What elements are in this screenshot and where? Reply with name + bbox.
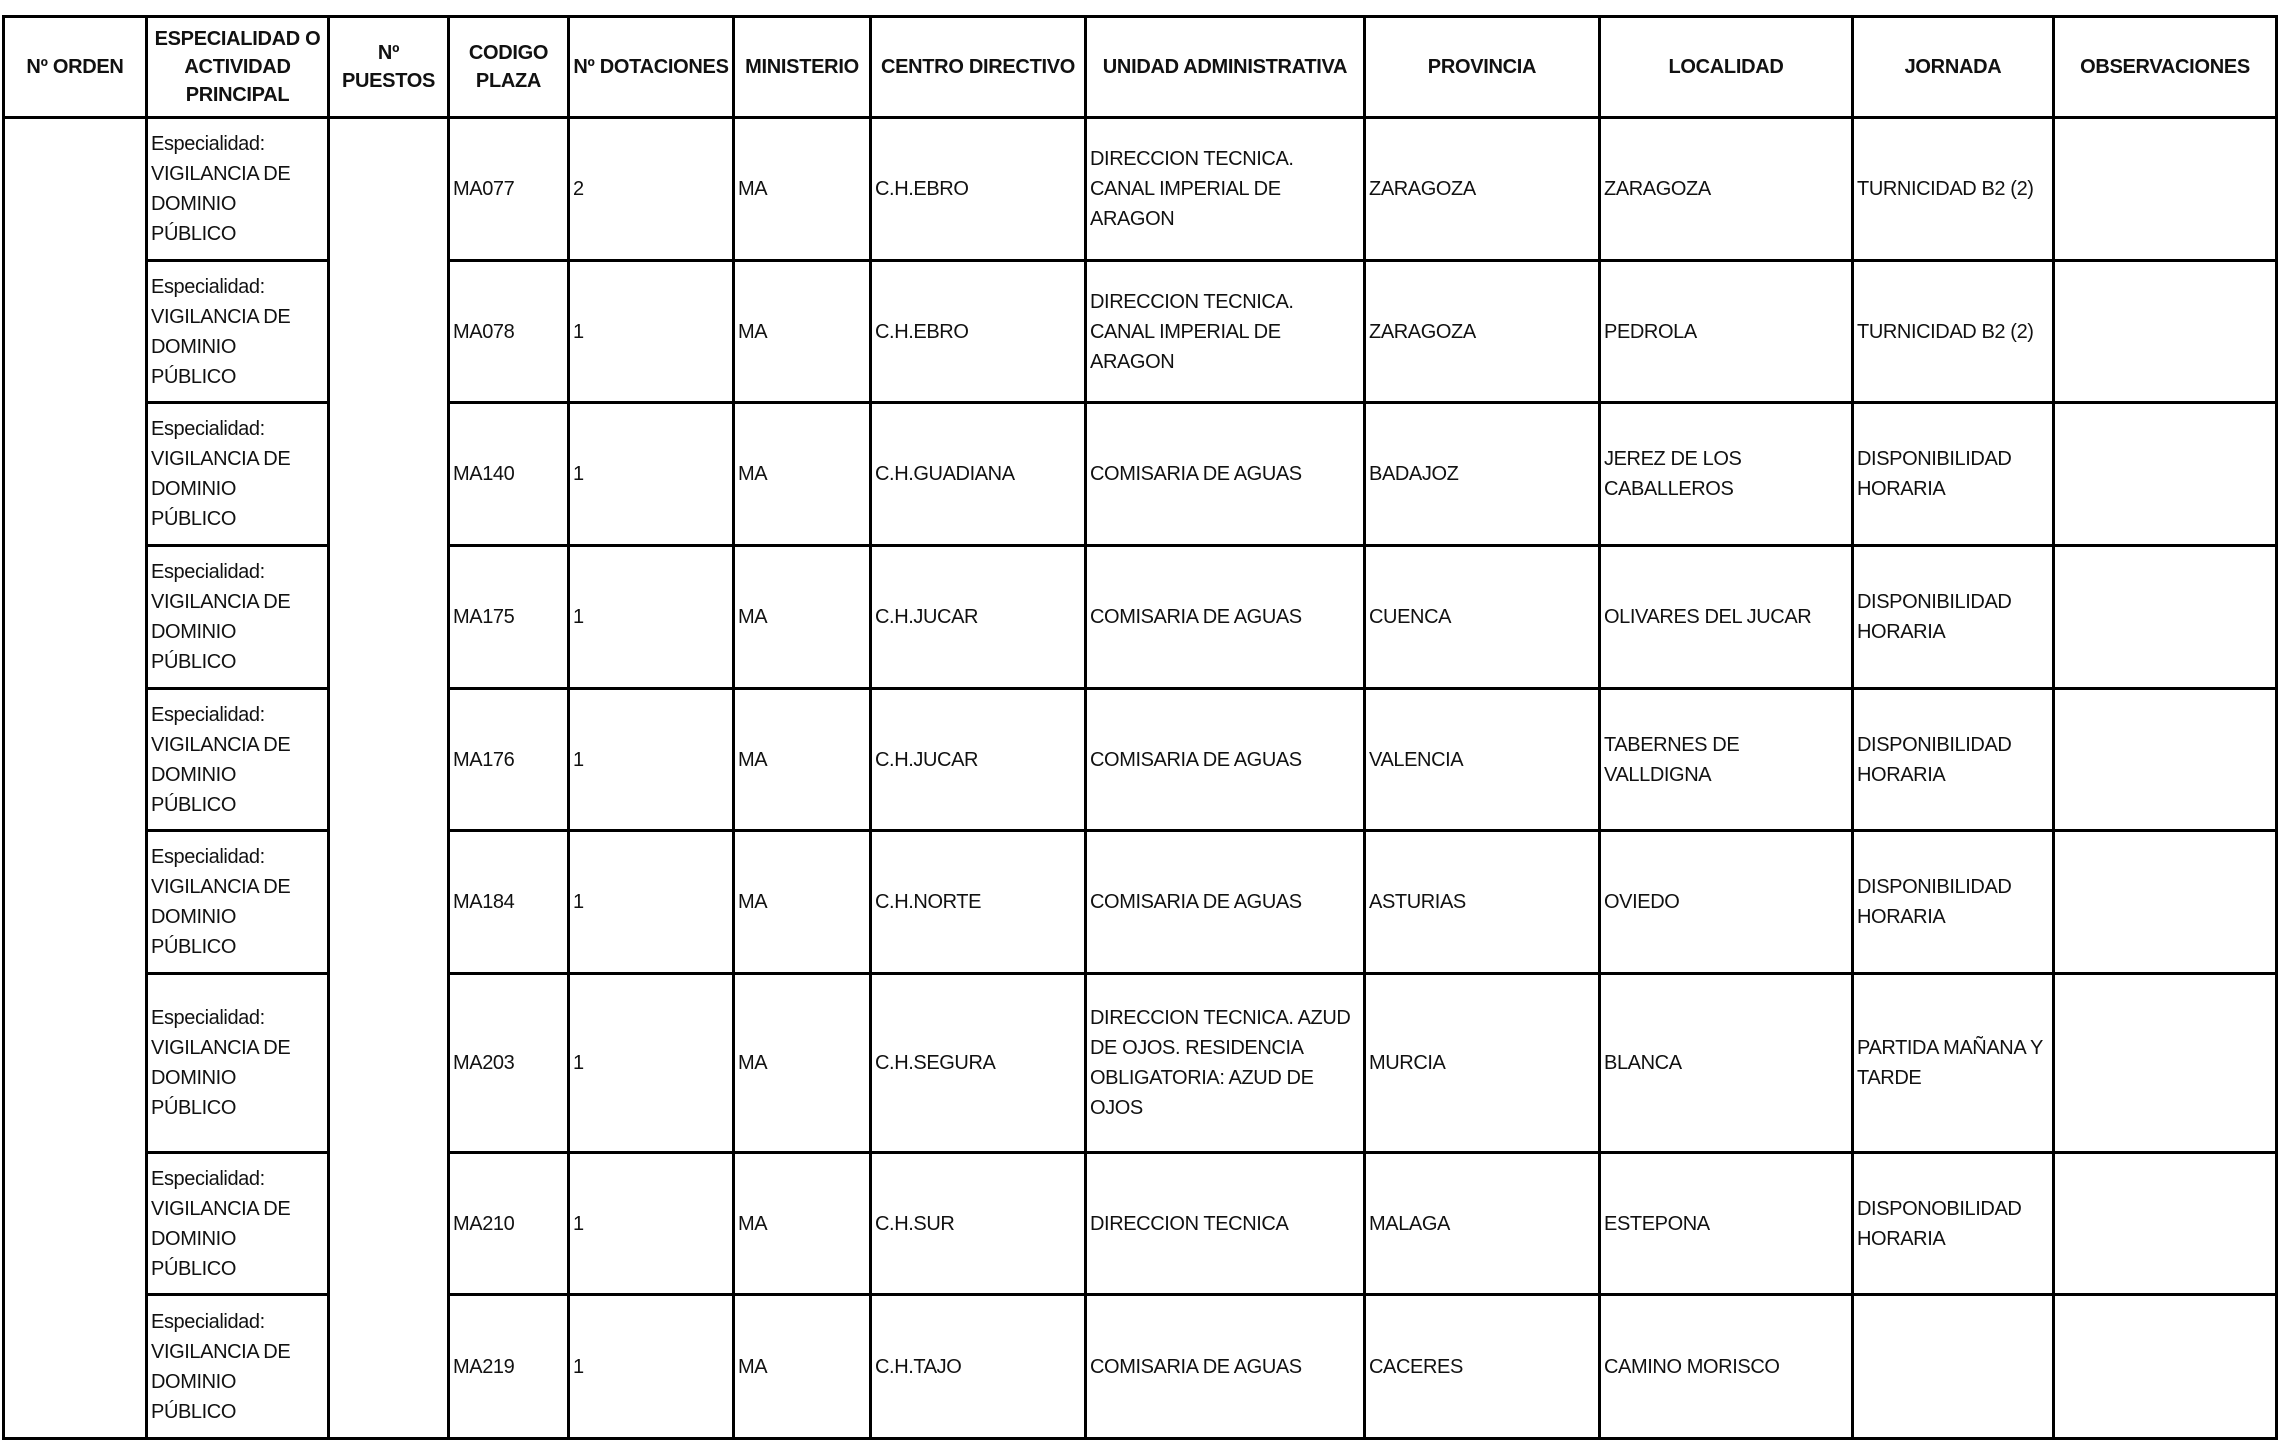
- ministerio-cell: [734, 261, 871, 403]
- provincia-cell-text: CUENCA: [1369, 606, 1452, 628]
- provincia-cell: [1365, 261, 1600, 403]
- codigo-plaza-cell-text: MA140: [453, 463, 515, 485]
- unidad-administrativa-cell: [1086, 1295, 1365, 1439]
- codigo-plaza-cell: [449, 974, 569, 1153]
- codigo-plaza-cell-text: MA203: [453, 1052, 515, 1074]
- unidad-administrativa-cell: [1086, 831, 1365, 974]
- header-puestos: Nº PUESTOS: [329, 17, 449, 118]
- localidad-cell: [1600, 118, 1853, 261]
- provincia-cell: [1365, 689, 1600, 831]
- especialidad-cell: [147, 118, 329, 261]
- header-provincia: PROVINCIA: [1365, 17, 1600, 118]
- dotaciones-cell-text: 1: [573, 463, 584, 485]
- localidad-cell: [1600, 974, 1853, 1153]
- codigo-plaza-cell: [449, 1153, 569, 1295]
- dotaciones-cell: [569, 546, 734, 689]
- jornada-cell: [1853, 689, 2054, 831]
- jornada-cell: [1853, 1153, 2054, 1295]
- dotaciones-cell-text: 1: [573, 1212, 584, 1235]
- centro-directivo-cell: [871, 1153, 1086, 1295]
- provincia-cell-text: MALAGA: [1369, 1212, 1450, 1235]
- especialidad-cell: [147, 1153, 329, 1295]
- jornada-cell-text: DISPONIBILIDAD HORARIA: [1857, 876, 2012, 928]
- header-unidad-administrativa: UNIDAD ADMINISTRATIVA: [1086, 17, 1365, 118]
- especialidad-cell: [147, 546, 329, 689]
- ministerio-cell: [734, 118, 871, 261]
- ministerio-cell: [734, 1153, 871, 1295]
- ministerio-cell: [734, 689, 871, 831]
- centro-directivo-cell-text: C.H.EBRO: [875, 178, 969, 200]
- ministerio-cell-text: MA: [738, 891, 768, 913]
- ministerio-cell-text: MA: [738, 178, 768, 200]
- provincia-cell: [1365, 1295, 1600, 1439]
- codigo-plaza-cell: [449, 403, 569, 546]
- header-codigo-plaza: CODIGO PLAZA: [449, 17, 569, 118]
- especialidad-cell: [147, 974, 329, 1153]
- centro-directivo-cell-text: C.H.GUADIANA: [875, 463, 1015, 485]
- dotaciones-cell: [569, 118, 734, 261]
- jornada-cell-text: DISPONOBILIDAD HORARIA: [1857, 1197, 2022, 1250]
- ministerio-cell-text: MA: [738, 1052, 768, 1074]
- especialidad-cell: [147, 689, 329, 831]
- localidad-cell-text: OVIEDO: [1604, 891, 1680, 913]
- ministerio-cell: [734, 1295, 871, 1439]
- especialidad-cell-text: Especialidad: VIGILANCIA DE DOMINIO PÚBLICO: [151, 275, 291, 388]
- centro-directivo-cell-text: C.H.JUCAR: [875, 748, 979, 771]
- centro-directivo-cell: [871, 1295, 1086, 1439]
- ministerio-cell: [734, 546, 871, 689]
- localidad-cell: [1600, 546, 1853, 689]
- centro-directivo-cell-text: C.H.JUCAR: [875, 606, 979, 628]
- dotaciones-cell-text: 1: [573, 891, 584, 913]
- jornada-cell: [1853, 974, 2054, 1153]
- provincia-cell-text: CACERES: [1369, 1355, 1463, 1378]
- unidad-administrativa-cell-text: DIRECCION TECNICA. CANAL IMPERIAL DE ARAGON: [1090, 148, 1294, 230]
- header-dotaciones: Nº DOTACIONES: [569, 17, 734, 118]
- codigo-plaza-cell: [449, 831, 569, 974]
- jornada-cell: [1853, 118, 2054, 261]
- codigo-plaza-cell: [449, 261, 569, 403]
- localidad-cell: [1600, 1153, 1853, 1295]
- header-especialidad: ESPECIALIDAD O ACTIVIDAD PRINCIPAL: [147, 17, 329, 118]
- unidad-administrativa-cell: [1086, 118, 1365, 261]
- especialidad-cell: [147, 403, 329, 546]
- dotaciones-cell: [569, 1295, 734, 1439]
- unidad-administrativa-cell-text: COMISARIA DE AGUAS: [1090, 463, 1302, 485]
- provincia-cell-text: ZARAGOZA: [1369, 320, 1476, 343]
- codigo-plaza-cell: [449, 689, 569, 831]
- localidad-cell-text: TABERNES DE VALLDIGNA: [1604, 733, 1740, 786]
- header-ministerio: MINISTERIO: [734, 17, 871, 118]
- localidad-cell-text: PEDROLA: [1604, 320, 1697, 343]
- dotaciones-cell-text: 1: [573, 1052, 584, 1074]
- unidad-administrativa-cell: [1086, 689, 1365, 831]
- especialidad-cell-text: Especialidad: VIGILANCIA DE DOMINIO PÚBLICO: [151, 1167, 291, 1280]
- dotaciones-cell: [569, 261, 734, 403]
- codigo-plaza-cell-text: MA184: [453, 891, 515, 913]
- localidad-cell: [1600, 1295, 1853, 1439]
- centro-directivo-cell-text: C.H.EBRO: [875, 320, 969, 343]
- observaciones-cell: [2054, 261, 2277, 403]
- jornada-cell: [1853, 546, 2054, 689]
- centro-directivo-cell-text: C.H.NORTE: [875, 891, 982, 913]
- dotaciones-cell: [569, 831, 734, 974]
- unidad-administrativa-cell-text: COMISARIA DE AGUAS: [1090, 748, 1302, 771]
- unidad-administrativa-cell-text: DIRECCION TECNICA: [1090, 1212, 1289, 1235]
- unidad-administrativa-cell-text: DIRECCION TECNICA. CANAL IMPERIAL DE ARAGON: [1090, 290, 1294, 373]
- codigo-plaza-cell: [449, 118, 569, 261]
- dotaciones-cell: [569, 1153, 734, 1295]
- jornada-cell-text: TURNICIDAD B2 (2): [1857, 178, 2034, 200]
- provincia-cell-text: BADAJOZ: [1369, 463, 1459, 485]
- dotaciones-cell: [569, 403, 734, 546]
- observaciones-cell: [2054, 1153, 2277, 1295]
- ministerio-cell-text: MA: [738, 606, 768, 628]
- header-centro-directivo: CENTRO DIRECTIVO: [871, 17, 1086, 118]
- localidad-cell-text: OLIVARES DEL JUCAR: [1604, 606, 1812, 628]
- provincia-cell-text: MURCIA: [1369, 1052, 1446, 1074]
- table-header: [4, 17, 2277, 118]
- dotaciones-cell: [569, 974, 734, 1153]
- centro-directivo-cell: [871, 831, 1086, 974]
- unidad-administrativa-cell: [1086, 546, 1365, 689]
- ministerio-cell-text: MA: [738, 320, 768, 343]
- centro-directivo-cell-text: C.H.TAJO: [875, 1355, 962, 1378]
- header-jornada: JORNADA: [1853, 17, 2054, 118]
- provincia-cell-text: ZARAGOZA: [1369, 178, 1476, 200]
- header-localidad: LOCALIDAD: [1600, 17, 1853, 118]
- localidad-cell-text: ESTEPONA: [1604, 1212, 1710, 1235]
- unidad-administrativa-cell-text: COMISARIA DE AGUAS: [1090, 1355, 1302, 1378]
- jornada-cell: [1853, 261, 2054, 403]
- centro-directivo-cell: [871, 974, 1086, 1153]
- codigo-plaza-cell-text: MA078: [453, 320, 515, 343]
- codigo-plaza-cell: [449, 546, 569, 689]
- localidad-cell-text: ZARAGOZA: [1604, 178, 1711, 200]
- jornada-cell-text: DISPONIBILIDAD HORARIA: [1857, 448, 2012, 500]
- provincia-cell: [1365, 118, 1600, 261]
- dotaciones-cell-text: 1: [573, 606, 584, 628]
- observaciones-cell: [2054, 403, 2277, 546]
- unidad-administrativa-cell: [1086, 403, 1365, 546]
- orden-cell: [4, 118, 147, 1439]
- ministerio-cell-text: MA: [738, 1355, 768, 1378]
- puestos-cell: [329, 118, 449, 1439]
- plazas-table: [2, 15, 2278, 1440]
- codigo-plaza-cell-text: MA176: [453, 748, 515, 771]
- especialidad-cell-text: Especialidad: VIGILANCIA DE DOMINIO PÚBLICO: [151, 703, 291, 816]
- dotaciones-cell-text: 2: [573, 178, 584, 200]
- provincia-cell: [1365, 1153, 1600, 1295]
- dotaciones-cell: [569, 689, 734, 831]
- unidad-administrativa-cell: [1086, 974, 1365, 1153]
- provincia-cell-text: VALENCIA: [1369, 748, 1464, 771]
- observaciones-cell: [2054, 1295, 2277, 1439]
- localidad-cell: [1600, 261, 1853, 403]
- ministerio-cell: [734, 831, 871, 974]
- especialidad-cell-text: Especialidad: VIGILANCIA DE DOMINIO PÚBLICO: [151, 133, 291, 245]
- centro-directivo-cell: [871, 546, 1086, 689]
- localidad-cell-text: BLANCA: [1604, 1052, 1682, 1074]
- observaciones-cell: [2054, 118, 2277, 261]
- centro-directivo-cell: [871, 261, 1086, 403]
- centro-directivo-cell: [871, 689, 1086, 831]
- unidad-administrativa-cell-text: COMISARIA DE AGUAS: [1090, 891, 1302, 913]
- especialidad-cell: [147, 261, 329, 403]
- especialidad-cell: [147, 1295, 329, 1439]
- table-row: [4, 118, 2277, 261]
- header-observaciones: OBSERVACIONES: [2054, 17, 2277, 118]
- jornada-cell: [1853, 831, 2054, 974]
- centro-directivo-cell-text: C.H.SEGURA: [875, 1052, 996, 1074]
- especialidad-cell-text: Especialidad: VIGILANCIA DE DOMINIO PÚBLICO: [151, 561, 291, 673]
- codigo-plaza-cell-text: MA077: [453, 178, 515, 200]
- localidad-cell: [1600, 403, 1853, 546]
- header-row: [4, 17, 2277, 118]
- ministerio-cell-text: MA: [738, 1212, 768, 1235]
- ministerio-cell-text: MA: [738, 463, 768, 485]
- localidad-cell: [1600, 689, 1853, 831]
- provincia-cell-text: ASTURIAS: [1369, 891, 1466, 913]
- unidad-administrativa-cell-text: COMISARIA DE AGUAS: [1090, 606, 1302, 628]
- especialidad-cell-text: Especialidad: VIGILANCIA DE DOMINIO PÚBLICO: [151, 418, 291, 530]
- jornada-cell-text: PARTIDA MAÑANA Y TARDE: [1857, 1037, 2043, 1089]
- codigo-plaza-cell-text: MA175: [453, 606, 515, 628]
- observaciones-cell: [2054, 546, 2277, 689]
- table-body: [4, 118, 2277, 1439]
- provincia-cell: [1365, 831, 1600, 974]
- ministerio-cell: [734, 403, 871, 546]
- codigo-plaza-cell-text: MA219: [453, 1355, 515, 1378]
- localidad-cell: [1600, 831, 1853, 974]
- especialidad-cell-text: Especialidad: VIGILANCIA DE DOMINIO PÚBLICO: [151, 846, 291, 958]
- header-orden: Nº ORDEN: [4, 17, 147, 118]
- especialidad-cell-text: Especialidad: VIGILANCIA DE DOMINIO PÚBLICO: [151, 1310, 291, 1423]
- jornada-cell-text: TURNICIDAD B2 (2): [1857, 320, 2034, 343]
- especialidad-cell: [147, 831, 329, 974]
- dotaciones-cell-text: 1: [573, 748, 584, 771]
- jornada-cell-text: DISPONIBILIDAD HORARIA: [1857, 591, 2012, 643]
- dotaciones-cell-text: 1: [573, 1355, 584, 1378]
- ministerio-cell: [734, 974, 871, 1153]
- dotaciones-cell-text: 1: [573, 320, 584, 343]
- codigo-plaza-cell: [449, 1295, 569, 1439]
- localidad-cell-text: JEREZ DE LOS CABALLEROS: [1604, 448, 1742, 500]
- provincia-cell: [1365, 403, 1600, 546]
- observaciones-cell: [2054, 831, 2277, 974]
- centro-directivo-cell: [871, 403, 1086, 546]
- ministerio-cell-text: MA: [738, 748, 768, 771]
- provincia-cell: [1365, 546, 1600, 689]
- unidad-administrativa-cell-text: DIRECCION TECNICA. AZUD DE OJOS. RESIDENCIA OBLIGATORIA: AZUD DE OJOS: [1090, 1007, 1351, 1119]
- codigo-plaza-cell-text: MA210: [453, 1212, 515, 1235]
- localidad-cell-text: CAMINO MORISCO: [1604, 1355, 1780, 1378]
- unidad-administrativa-cell: [1086, 1153, 1365, 1295]
- observaciones-cell: [2054, 689, 2277, 831]
- centro-directivo-cell: [871, 118, 1086, 261]
- jornada-cell-text: DISPONIBILIDAD HORARIA: [1857, 733, 2012, 786]
- especialidad-cell-text: Especialidad: VIGILANCIA DE DOMINIO PÚBLICO: [151, 1007, 291, 1119]
- jornada-cell: [1853, 1295, 2054, 1439]
- centro-directivo-cell-text: C.H.SUR: [875, 1212, 955, 1235]
- provincia-cell: [1365, 974, 1600, 1153]
- jornada-cell: [1853, 403, 2054, 546]
- unidad-administrativa-cell: [1086, 261, 1365, 403]
- observaciones-cell: [2054, 974, 2277, 1153]
